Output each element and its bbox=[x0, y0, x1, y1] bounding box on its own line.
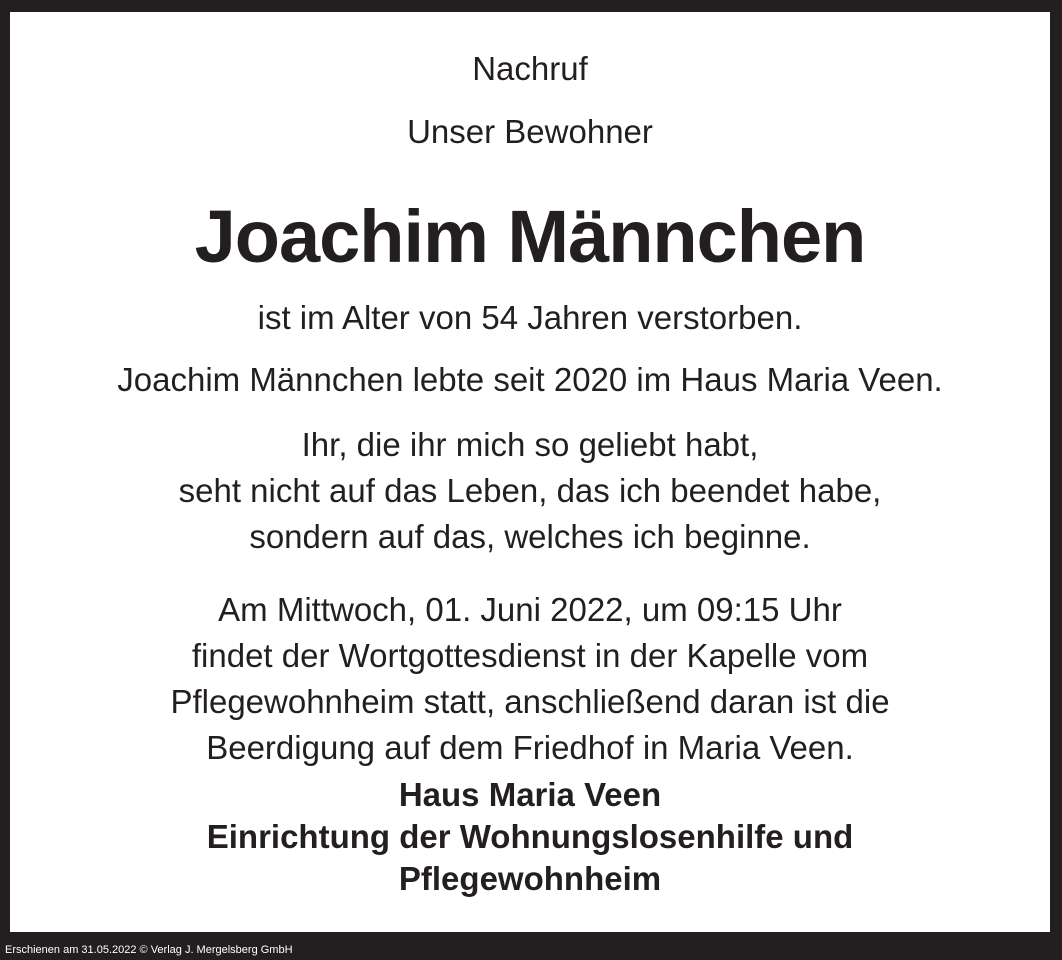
residence-line: Joachim Männchen lebte seit 2020 im Haus Maria Veen. bbox=[117, 361, 943, 398]
age-line: ist im Alter von 54 Jahren verstorben. bbox=[257, 299, 803, 336]
service-details bbox=[10, 587, 1050, 771]
service-line: Am Mittwoch, 01. Juni 2022, um 09:15 Uhr bbox=[218, 591, 842, 628]
signature-line: Pflegewohnheim bbox=[398, 860, 662, 897]
poem-line: seht nicht auf das Leben, das ich beendet habe, bbox=[178, 472, 882, 509]
signature-block bbox=[10, 774, 1050, 900]
poem-line: Ihr, die ihr mich so geliebt habt, bbox=[301, 426, 759, 463]
poem-block bbox=[10, 422, 1050, 560]
notice-heading: Nachruf bbox=[472, 50, 588, 87]
signature-line: Einrichtung der Wohnungslosenhilfe und bbox=[206, 818, 854, 855]
service-line: Beerdigung auf dem Friedhof in Maria Veen. bbox=[206, 729, 854, 766]
service-line: Pflegewohnheim statt, anschließend daran ist die bbox=[170, 683, 890, 720]
deceased-name: Joachim Männchen bbox=[194, 195, 866, 278]
publication-footer: Erschienen am 31.05.2022 © Verlag J. Mergelsberg GmbH bbox=[5, 944, 293, 956]
signature-line: Haus Maria Veen bbox=[398, 776, 662, 813]
poem-line: sondern auf das, welches ich beginne. bbox=[249, 518, 811, 555]
obituary-card bbox=[10, 12, 1050, 932]
notice-subtitle: Unser Bewohner bbox=[407, 113, 653, 150]
service-line: findet der Wortgottesdienst in der Kapelle vom bbox=[191, 637, 869, 674]
